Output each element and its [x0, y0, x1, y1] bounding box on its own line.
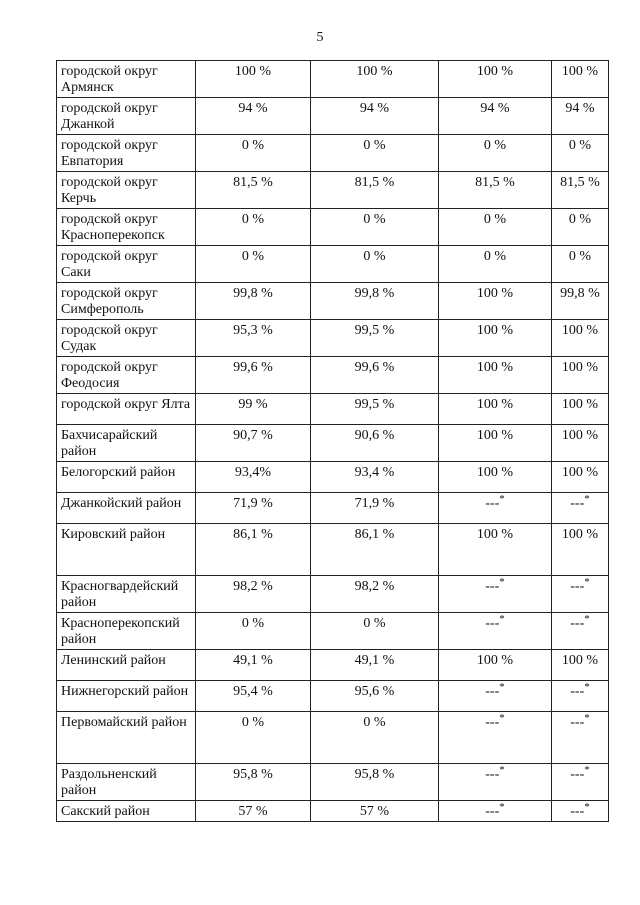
table-row — [57, 524, 609, 576]
value-cell-3: ---* — [439, 576, 552, 613]
value-cell-1: 90,7 % — [196, 425, 311, 462]
value-cell-2: 0 % — [311, 712, 439, 764]
row-name-cell: городской округ Феодосия — [57, 357, 196, 394]
value-cell-2: 57 % — [311, 801, 439, 822]
data-table — [56, 60, 609, 822]
value-cell-2: 71,9 % — [311, 493, 439, 524]
value-cell-4: 100 % — [552, 320, 609, 357]
value-cell-2: 95,6 % — [311, 681, 439, 712]
value-cell-3: 100 % — [439, 462, 552, 493]
value-cell-4: ---* — [552, 613, 609, 650]
table-body — [57, 61, 609, 822]
value-cell-1: 71,9 % — [196, 493, 311, 524]
table-row — [57, 394, 609, 425]
value-cell-4: 99,8 % — [552, 283, 609, 320]
row-name-cell: Нижнегорский район — [57, 681, 196, 712]
value-cell-1: 81,5 % — [196, 172, 311, 209]
row-name-cell: Сакский район — [57, 801, 196, 822]
value-cell-1: 94 % — [196, 98, 311, 135]
value-cell-3: ---* — [439, 801, 552, 822]
value-cell-1: 86,1 % — [196, 524, 311, 576]
table-row — [57, 801, 609, 822]
value-cell-4: 100 % — [552, 394, 609, 425]
value-cell-2: 0 % — [311, 135, 439, 172]
value-cell-4: ---* — [552, 764, 609, 801]
value-cell-1: 0 % — [196, 209, 311, 246]
value-cell-2: 81,5 % — [311, 172, 439, 209]
row-name-cell: городской округ Джанкой — [57, 98, 196, 135]
value-cell-1: 95,8 % — [196, 764, 311, 801]
value-cell-1: 98,2 % — [196, 576, 311, 613]
value-cell-3: 100 % — [439, 425, 552, 462]
value-cell-4: 0 % — [552, 135, 609, 172]
value-cell-1: 49,1 % — [196, 650, 311, 681]
value-cell-2: 100 % — [311, 61, 439, 98]
table-row — [57, 172, 609, 209]
row-name-cell: городской округ Саки — [57, 246, 196, 283]
value-cell-3: ---* — [439, 613, 552, 650]
value-cell-3: 0 % — [439, 246, 552, 283]
value-cell-4: 81,5 % — [552, 172, 609, 209]
value-cell-1: 57 % — [196, 801, 311, 822]
table-row — [57, 357, 609, 394]
table-row — [57, 320, 609, 357]
value-cell-3: ---* — [439, 764, 552, 801]
value-cell-2: 99,6 % — [311, 357, 439, 394]
value-cell-3: 100 % — [439, 650, 552, 681]
value-cell-3: ---* — [439, 493, 552, 524]
row-name-cell: городской округ Евпатория — [57, 135, 196, 172]
value-cell-3: 94 % — [439, 98, 552, 135]
value-cell-2: 49,1 % — [311, 650, 439, 681]
value-cell-4: ---* — [552, 681, 609, 712]
value-cell-3: 100 % — [439, 320, 552, 357]
value-cell-3: 100 % — [439, 61, 552, 98]
table-row — [57, 493, 609, 524]
table-row — [57, 209, 609, 246]
value-cell-1: 95,4 % — [196, 681, 311, 712]
value-cell-2: 98,2 % — [311, 576, 439, 613]
row-name-cell: городской округ Симферополь — [57, 283, 196, 320]
row-name-cell: Джанкойский район — [57, 493, 196, 524]
value-cell-1: 0 % — [196, 246, 311, 283]
row-name-cell: городской округ Керчь — [57, 172, 196, 209]
value-cell-1: 0 % — [196, 135, 311, 172]
table-row — [57, 613, 609, 650]
value-cell-1: 99,8 % — [196, 283, 311, 320]
table-row — [57, 764, 609, 801]
row-name-cell: Кировский район — [57, 524, 196, 576]
table-row — [57, 135, 609, 172]
table-row — [57, 712, 609, 764]
value-cell-3: 81,5 % — [439, 172, 552, 209]
table-row — [57, 681, 609, 712]
row-name-cell: Белогорский район — [57, 462, 196, 493]
value-cell-4: 100 % — [552, 524, 609, 576]
row-name-cell: городской округ Армянск — [57, 61, 196, 98]
value-cell-4: 0 % — [552, 209, 609, 246]
value-cell-4: 100 % — [552, 61, 609, 98]
table-row — [57, 462, 609, 493]
value-cell-3: ---* — [439, 681, 552, 712]
value-cell-2: 94 % — [311, 98, 439, 135]
value-cell-4: 100 % — [552, 650, 609, 681]
value-cell-1: 0 % — [196, 613, 311, 650]
value-cell-4: 100 % — [552, 357, 609, 394]
row-name-cell: Ленинский район — [57, 650, 196, 681]
value-cell-2: 93,4 % — [311, 462, 439, 493]
value-cell-4: 100 % — [552, 425, 609, 462]
row-name-cell: Раздольненский район — [57, 764, 196, 801]
table-row — [57, 61, 609, 98]
value-cell-4: ---* — [552, 576, 609, 613]
value-cell-2: 0 % — [311, 246, 439, 283]
value-cell-2: 0 % — [311, 209, 439, 246]
value-cell-4: 100 % — [552, 462, 609, 493]
row-name-cell: городской округ Красноперекопск — [57, 209, 196, 246]
table-row — [57, 246, 609, 283]
value-cell-1: 93,4% — [196, 462, 311, 493]
value-cell-2: 99,8 % — [311, 283, 439, 320]
value-cell-2: 99,5 % — [311, 394, 439, 425]
table-row — [57, 425, 609, 462]
value-cell-3: 100 % — [439, 524, 552, 576]
value-cell-2: 86,1 % — [311, 524, 439, 576]
row-name-cell: Бахчисарайский район — [57, 425, 196, 462]
table-row — [57, 283, 609, 320]
value-cell-2: 95,8 % — [311, 764, 439, 801]
row-name-cell: Красногвардейский район — [57, 576, 196, 613]
value-cell-4: 94 % — [552, 98, 609, 135]
value-cell-3: 100 % — [439, 357, 552, 394]
value-cell-4: ---* — [552, 712, 609, 764]
value-cell-3: 0 % — [439, 209, 552, 246]
value-cell-1: 100 % — [196, 61, 311, 98]
row-name-cell: Красноперекопский район — [57, 613, 196, 650]
row-name-cell: городской округ Судак — [57, 320, 196, 357]
value-cell-1: 99,6 % — [196, 357, 311, 394]
value-cell-2: 0 % — [311, 613, 439, 650]
table-row — [57, 576, 609, 613]
table-row — [57, 650, 609, 681]
table-row — [57, 98, 609, 135]
row-name-cell: Первомайский район — [57, 712, 196, 764]
row-name-cell: городской округ Ялта — [57, 394, 196, 425]
value-cell-4: ---* — [552, 493, 609, 524]
value-cell-4: 0 % — [552, 246, 609, 283]
value-cell-4: ---* — [552, 801, 609, 822]
value-cell-1: 0 % — [196, 712, 311, 764]
value-cell-3: 0 % — [439, 135, 552, 172]
value-cell-3: 100 % — [439, 283, 552, 320]
value-cell-2: 90,6 % — [311, 425, 439, 462]
value-cell-1: 95,3 % — [196, 320, 311, 357]
page-number: 5 — [316, 30, 324, 45]
value-cell-1: 99 % — [196, 394, 311, 425]
value-cell-2: 99,5 % — [311, 320, 439, 357]
value-cell-3: 100 % — [439, 394, 552, 425]
value-cell-3: ---* — [439, 712, 552, 764]
